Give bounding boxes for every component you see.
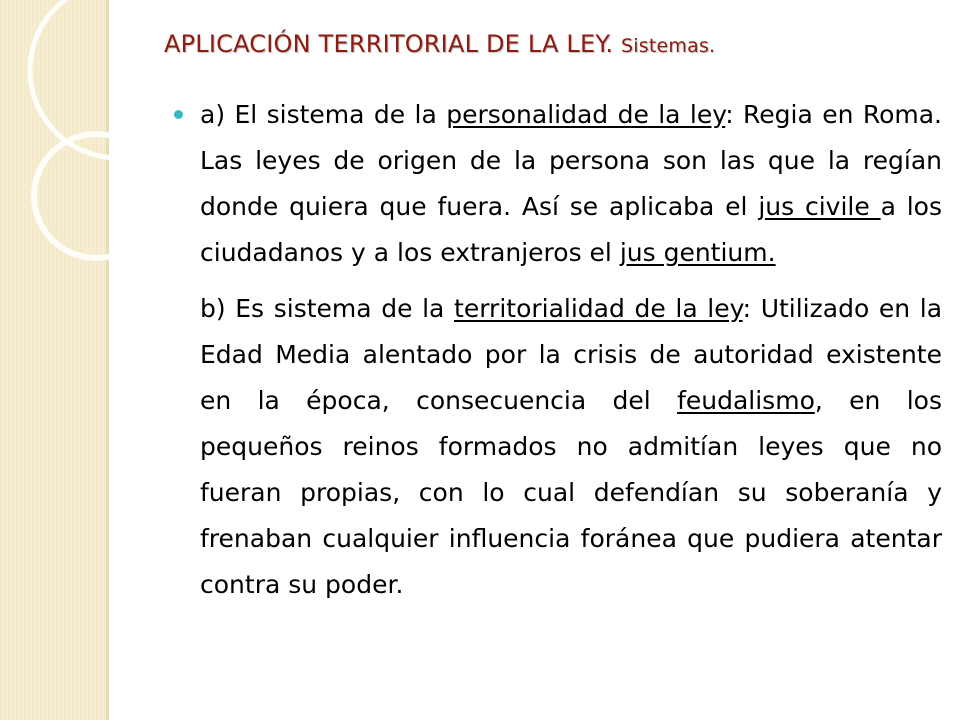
para-b-text-2: : Utilizado en la Edad Media alentado por la crisis de autoridad existente en la época, consecuencia del [200,294,943,415]
bullet-icon [174,110,183,119]
title-sub: Sistemas. [621,35,716,57]
title-main: APLICACIÓN TERRITORIAL DE LA LEY. [164,30,614,58]
underlined-term-jus-civile: jus civile [758,192,881,221]
underlined-term-jus-gentium: jus gentium. [619,238,776,267]
circle-ring-small [34,134,158,258]
underlined-term-feudalismo: feudalismo [677,386,815,415]
slide-title [164,30,715,58]
paragraph-a [200,92,942,276]
para-a-text-1: a) El sistema de la [200,100,447,129]
para-a-text-3: a los ciudadanos y a los extranjeros el [200,192,942,267]
slide-body [200,92,942,608]
underlined-term-personalidad: personalidad de la ley [446,100,726,129]
para-a-text-2: : Regia en Roma. Las leyes de origen de la persona son las que la regían donde quiera que fuera. Así se aplicaba el [200,100,942,221]
paragraph-b [200,286,942,608]
underlined-term-territorialidad: territorialidad de la ley [454,294,743,323]
para-b-text-1: b) Es sistema de la [200,294,455,323]
circle-ring-large [30,0,206,158]
para-b-text-3: , en los pequeños reinos formados no admitían leyes que no fueran propias, con lo cual defendían su soberanía y frenaban cualquier influencia foránea que pudiera atentar contra su poder. [200,386,942,599]
